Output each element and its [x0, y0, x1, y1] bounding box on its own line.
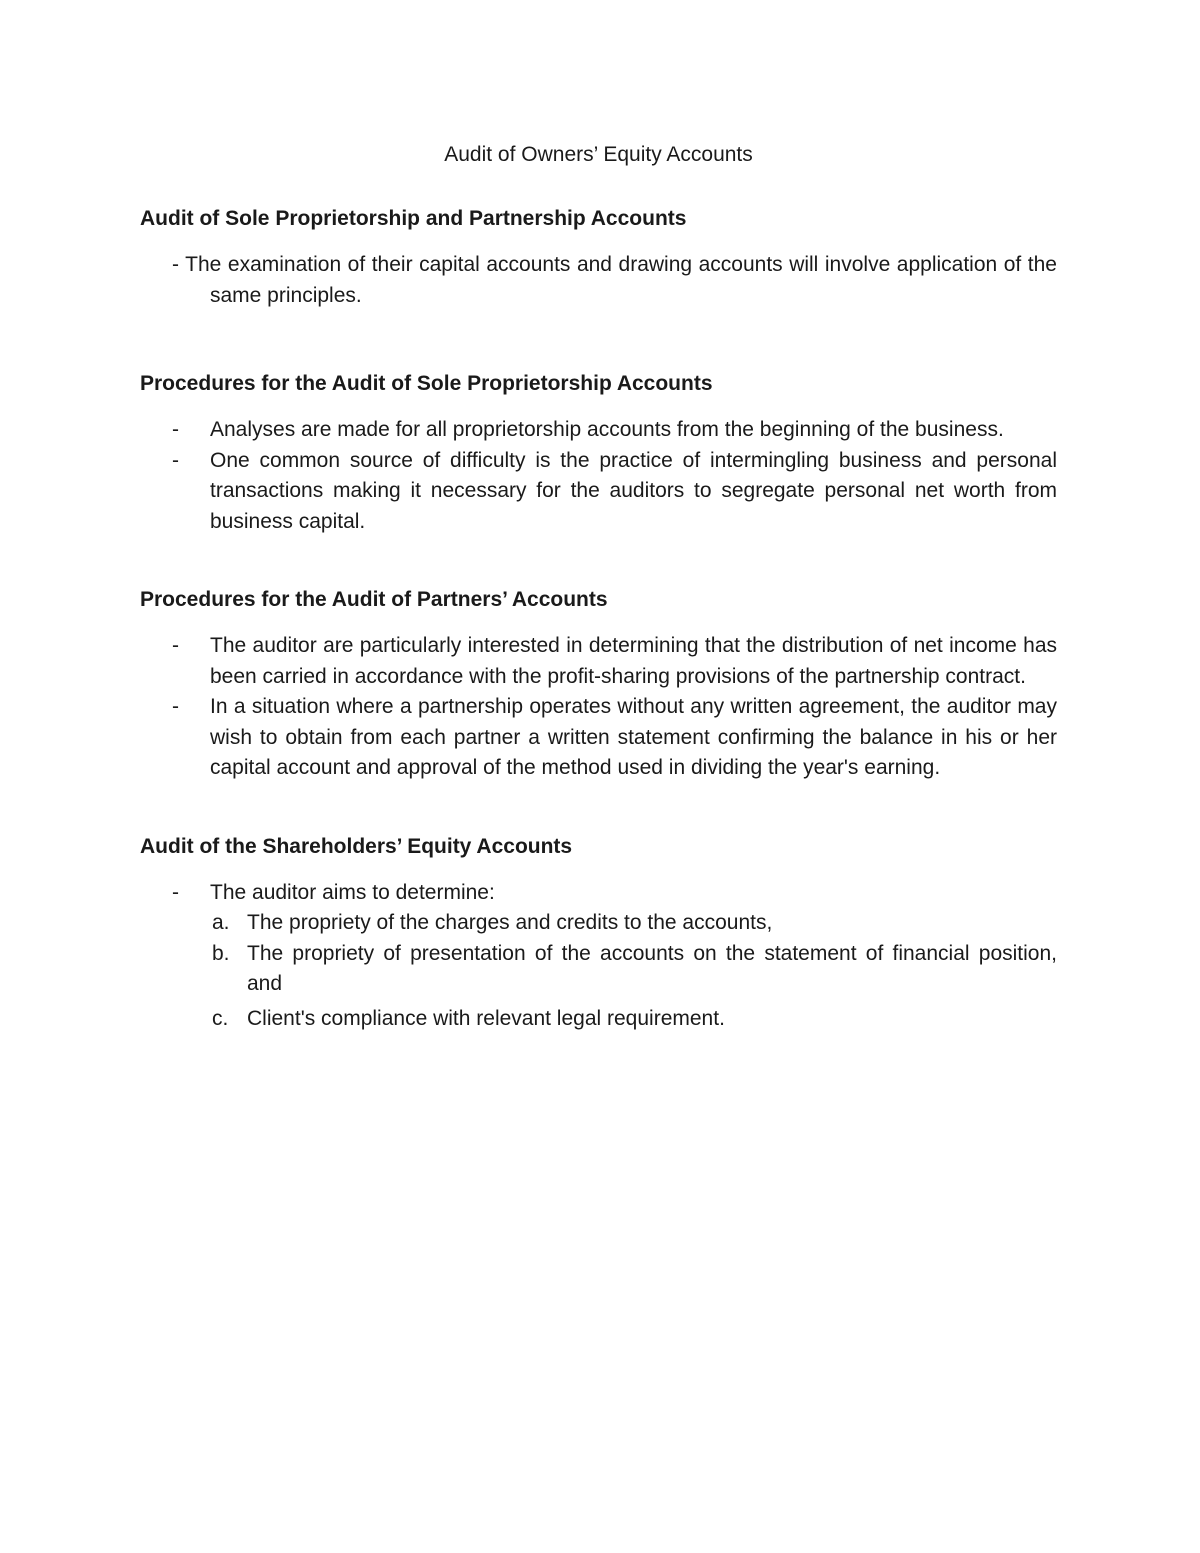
list-item-text: The examination of their capital accounts and drawing accounts will involve application of the same principles. — [185, 253, 1057, 307]
list-item-text: Analyses are made for all proprietorship accounts from the beginning of the business. — [210, 418, 1004, 441]
letter-marker: b. — [212, 941, 230, 965]
dash-marker: - — [172, 253, 179, 276]
lettered-item-text: The propriety of presentation of the accounts on the statement of financial position, and — [247, 941, 1057, 995]
list-item-text: In a situation where a partnership operates without any written agreement, the auditor may wish to obtain from each partner a written statement confirming the balance in his or her capital account and approval of the method used in dividing the year's earning. — [210, 695, 1057, 779]
list-item-text: The auditor aims to determine: — [210, 880, 495, 904]
dash-marker: - — [172, 634, 179, 657]
page-title: Audit of Owners’ Equity Accounts — [444, 143, 753, 166]
bullet-list — [140, 878, 1057, 909]
lettered-item-text: Client's compliance with relevant legal requirement. — [247, 1006, 725, 1030]
list-item-text: The auditor are particularly interested in determining that the distribution of net income has been carried in accordance with the profit-sharing provisions of the partnership contract. — [210, 634, 1057, 688]
list-item — [140, 250, 1057, 311]
lettered-item-text: The propriety of the charges and credits to the accounts, — [247, 911, 773, 934]
section-sole-proprietorship-procedures — [140, 369, 1057, 537]
list-item — [140, 446, 1057, 538]
dash-marker: - — [172, 880, 179, 904]
list-item — [140, 631, 1057, 692]
lettered-item — [140, 1004, 1057, 1035]
dash-marker: - — [172, 418, 179, 441]
section-sole-and-partnership — [140, 204, 1057, 311]
section-heading: Audit of the Shareholders’ Equity Accounts — [140, 834, 573, 858]
section-heading: Procedures for the Audit of Sole Proprietorship Accounts — [140, 372, 713, 395]
section-heading: Audit of Sole Proprietorship and Partnership Accounts — [140, 207, 687, 230]
lettered-item — [140, 939, 1057, 1000]
letter-marker: c. — [212, 1006, 229, 1030]
list-item — [140, 878, 1057, 909]
dash-marker: - — [172, 448, 179, 472]
list-item — [140, 415, 1057, 446]
list-item — [140, 692, 1057, 784]
letter-marker: a. — [212, 911, 230, 934]
list-item-text: One common source of difficulty is the practice of intermingling business and personal transactions making it necessary for the auditors to segregate personal net worth from business capital. — [210, 448, 1057, 533]
section-shareholders-equity — [140, 832, 1057, 1035]
section-heading: Procedures for the Audit of Partners’ Accounts — [140, 588, 608, 611]
section-partners-procedures — [140, 585, 1057, 784]
bullet-list — [140, 415, 1057, 537]
bullet-list — [140, 631, 1057, 784]
document-content — [140, 140, 1057, 1082]
dash-marker: - — [172, 695, 179, 718]
lettered-item — [140, 908, 1057, 939]
lettered-list — [140, 908, 1057, 1034]
